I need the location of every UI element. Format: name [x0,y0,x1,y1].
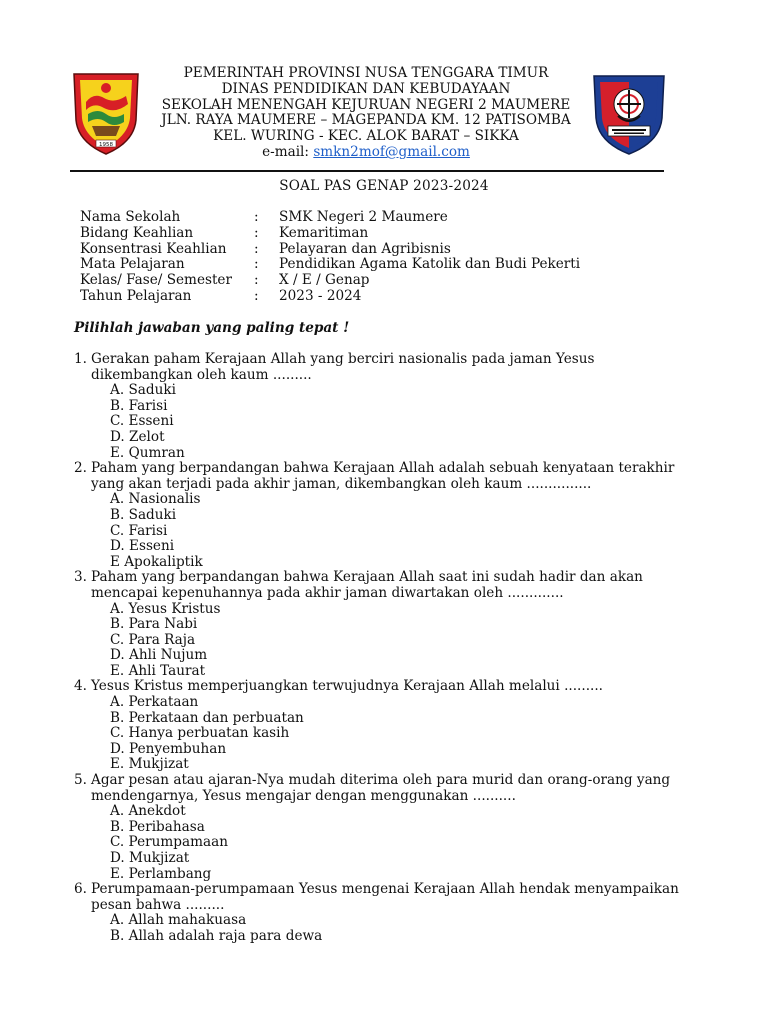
answer-option: D. Mukjizat [110,850,190,866]
info-colon: : [254,287,259,304]
info-label: Tahun Pelajaran [80,287,192,304]
question-5 [74,773,714,882]
question-number: 5. [74,772,87,789]
question-text: Agar pesan atau ajaran-Nya mudah diterima oleh para murid dan orang-orang yang [91,772,671,789]
info-value: 2023 - 2024 [279,287,362,304]
answer-option: B. Saduki [110,506,177,523]
exam-title: SOAL PAS GENAP 2023-2024 [279,178,489,194]
answer-option: D. Ahli Nujum [110,647,208,664]
answer-option: D. Esseni [110,538,175,555]
question-text: Gerakan paham Kerajaan Allah yang berciri nasionalis pada jaman Yesus [91,351,595,367]
question-text: Paham yang berpandangan bahwa Kerajaan Allah saat ini sudah hadir dan akan [91,569,643,586]
answer-option: D. Zelot [110,428,165,445]
info-label: Bidang Keahlian [80,224,194,241]
answer-option: C. Perumpamaan [110,834,228,851]
info-value: Pendidikan Agama Katolik dan Budi Pekerti [279,256,581,273]
question-6 [74,882,714,944]
email-link[interactable]: smkn2mof@gmail.com [313,143,470,160]
letterhead-line-agency: DINAS PENDIDIKAN DAN KEBUDAYAAN [221,80,511,97]
letterhead-line-email [150,145,582,161]
email-label: e-mail: [262,143,309,160]
answer-option: A. Anekdot [110,803,186,820]
info-value: X / E / Genap [279,272,370,289]
answer-option: B. Perkataan dan perbuatan [110,709,304,726]
question-text: yang akan terjadi pada akhir jaman, dikembangkan oleh kaum ............... [91,475,592,492]
info-value: SMK Negeri 2 Maumere [279,209,448,225]
info-label: Kelas/ Fase/ Semester [80,272,232,289]
letterhead-line-address: JLN. RAYA MAUMERE – MAGEPANDA KM. 12 PATISOMBA [161,112,571,129]
info-label: Mata Pelajaran [80,256,185,273]
info-label: Konsentrasi Keahlian [80,240,227,257]
letterhead-line-school: SEKOLAH MENENGAH KEJURUAN NEGERI 2 MAUMERE [161,96,571,113]
answer-option: A. Saduki [110,382,176,399]
question-number: 1. [74,351,87,367]
school-emblem-icon [590,70,668,156]
answer-option: A. Yesus Kristus [110,600,221,617]
answer-option: A. Nasionalis [110,491,201,508]
question-list [74,352,714,945]
info-colon: : [254,272,259,289]
answer-option: C. Hanya perbuatan kasih [110,725,290,742]
answer-option: E. Qumran [110,444,185,461]
question-number: 6. [74,881,87,898]
question-1 [74,352,714,461]
answer-option: C. Farisi [110,522,168,539]
info-label: Nama Sekolah [80,209,181,225]
question-3 [74,570,714,679]
answer-option: E Apokaliptik [110,553,203,570]
question-text: Paham yang berpandangan bahwa Kerajaan Allah adalah sebuah kenyataan terakhir [91,460,675,477]
question-number: 2. [74,460,87,477]
answer-option: E. Perlambang [110,865,212,882]
question-text: dikembangkan oleh kaum ......... [91,366,312,383]
info-colon: : [254,240,259,257]
instruction: Pilihlah jawaban yang paling tepat ! [74,320,350,336]
info-colon: : [254,209,259,225]
question-text: Perumpamaan-perumpamaan Yesus mengenai Kerajaan Allah hendak menyampaikan [91,881,679,898]
info-value: Kemaritiman [279,224,369,241]
info-value: Pelayaran dan Agribisnis [279,240,451,257]
question-4 [74,679,714,773]
answer-option: A. Allah mahakuasa [110,912,247,929]
answer-option: B. Peribahasa [110,818,205,835]
info-colon: : [254,256,259,273]
info-colon: : [254,224,259,241]
question-number: 4. [74,678,87,695]
question-text: mendengarnya, Yesus mengajar dengan menggunakan .......... [91,787,516,804]
answer-option: A. Perkataan [110,694,199,711]
province-emblem-icon [70,68,142,156]
letterhead-line-district: KEL. WURING - KEC. ALOK BARAT – SIKKA [213,128,519,145]
question-2 [74,461,714,570]
answer-option: B. Farisi [110,397,168,414]
question-text: mencapai kepenuhannya pada akhir jaman diwartakan oleh ............. [91,584,564,601]
answer-option: C. Esseni [110,413,174,430]
answer-option: E. Mukjizat [110,756,189,773]
letterhead-divider [70,170,664,172]
letterhead-line-government: PEMERINTAH PROVINSI NUSA TENGGARA TIMUR [183,65,549,81]
question-text: Yesus Kristus memperjuangkan terwujudnya Kerajaan Allah melalui ......... [91,678,603,695]
answer-option: B. Allah adalah raja para dewa [110,927,323,944]
question-text: pesan bahwa ......... [91,896,225,913]
answer-option: E. Ahli Taurat [110,662,206,679]
letterhead [0,66,768,168]
emblem-year: 1958 [99,142,113,148]
answer-option: B. Para Nabi [110,616,198,633]
letterhead-text [150,66,582,161]
question-number: 3. [74,569,87,586]
answer-option: D. Penyembuhan [110,740,227,757]
answer-option: C. Para Raja [110,631,196,648]
